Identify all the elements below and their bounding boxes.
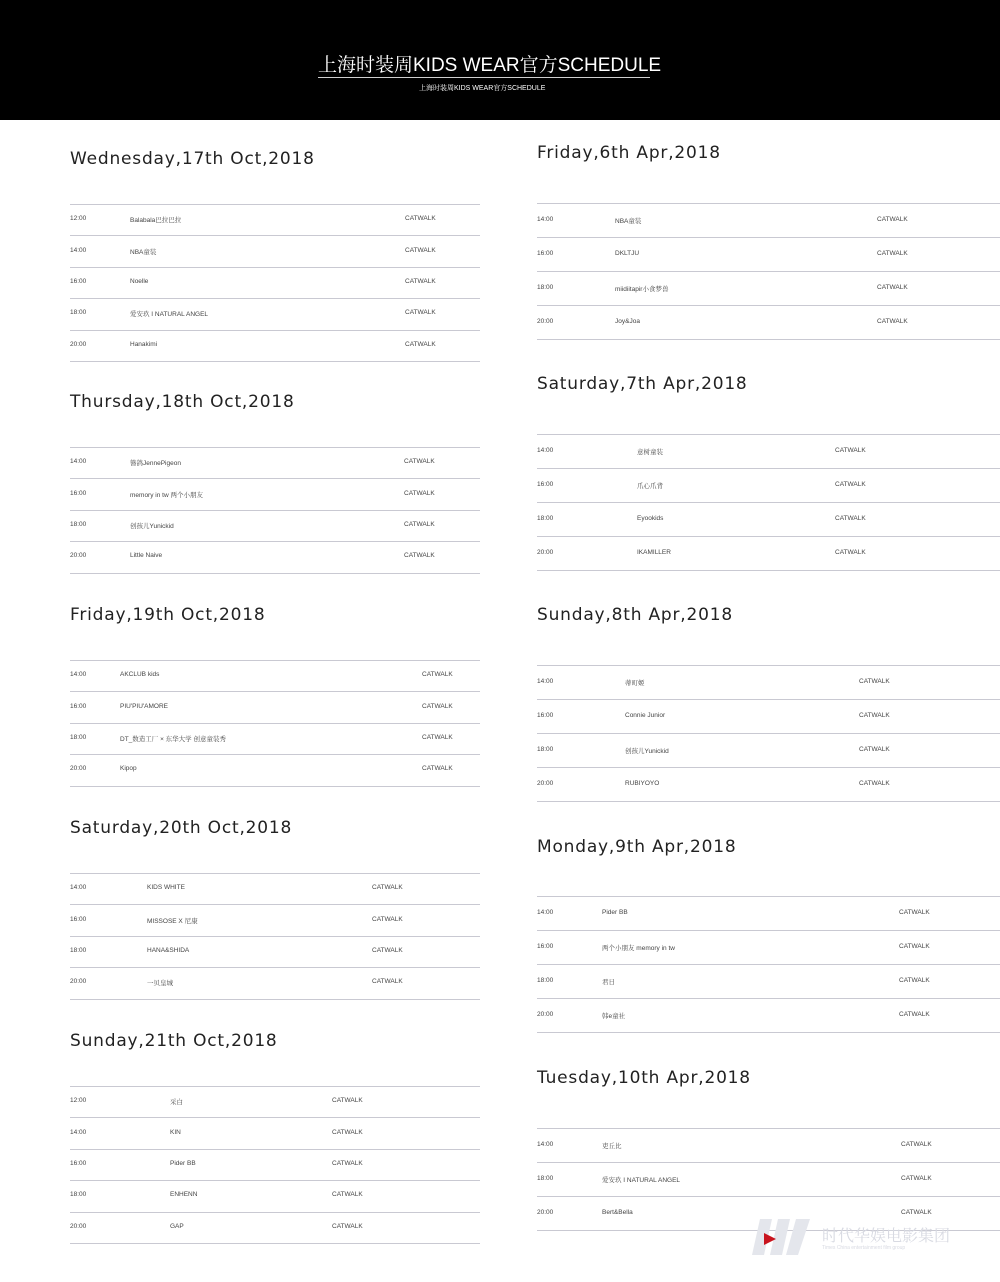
brand-cell: 一贝皇城 <box>147 980 173 988</box>
table-row <box>70 330 480 362</box>
type-cell: CATWALK <box>404 458 435 466</box>
type-cell: CATWALK <box>404 489 435 497</box>
type-cell: CATWALK <box>404 552 435 560</box>
type-cell: CATWALK <box>422 702 453 710</box>
time-cell: 12:00 <box>70 215 87 223</box>
brand-cell: Bert&Bella <box>602 1208 633 1216</box>
type-cell: CATWALK <box>877 283 908 291</box>
schedule-table <box>70 1086 480 1244</box>
schedule-table <box>70 873 480 1000</box>
type-cell: CATWALK <box>859 779 890 787</box>
table-row <box>537 733 1000 767</box>
table-row <box>537 305 1000 340</box>
type-cell: CATWALK <box>835 446 866 454</box>
table-row <box>537 536 1000 571</box>
time-cell: 20:00 <box>70 340 87 348</box>
type-cell: CATWALK <box>372 915 403 923</box>
schedule-table <box>537 434 1000 571</box>
type-cell: CATWALK <box>422 671 453 679</box>
brand-cell: Hanakimi <box>130 340 158 348</box>
brand-cell: Joy&Joa <box>615 317 640 325</box>
time-cell: 18:00 <box>70 309 87 317</box>
table-row <box>537 1128 1000 1162</box>
table-row <box>537 434 1000 468</box>
time-cell: 18:00 <box>537 514 554 522</box>
type-cell: CATWALK <box>899 976 930 984</box>
type-cell: CATWALK <box>405 215 436 223</box>
brand-cell: 爱安玖 I NATURAL ANGEL <box>602 1176 681 1184</box>
type-cell: CATWALK <box>899 1010 930 1018</box>
time-cell: 20:00 <box>537 317 554 325</box>
brand-cell: NBA童装 <box>615 217 642 225</box>
brand-cell: GAP <box>170 1222 184 1230</box>
time-cell: 20:00 <box>70 1222 87 1230</box>
brand-cell: KIN <box>170 1128 181 1136</box>
table-row <box>70 873 480 904</box>
type-cell: CATWALK <box>422 765 453 773</box>
type-cell: CATWALK <box>372 884 403 892</box>
type-cell: CATWALK <box>859 677 890 685</box>
table-row <box>70 754 480 786</box>
day-title: Sunday,8th Apr,2018 <box>537 605 733 625</box>
type-cell: CATWALK <box>877 249 908 257</box>
time-cell: 14:00 <box>537 1140 554 1148</box>
table-row <box>70 510 480 541</box>
type-cell: CATWALK <box>405 340 436 348</box>
time-cell: 16:00 <box>70 702 87 710</box>
type-cell: CATWALK <box>901 1174 932 1182</box>
time-cell: 14:00 <box>70 458 87 466</box>
time-cell: 20:00 <box>537 779 554 787</box>
brand-cell: Eyookids <box>637 514 664 522</box>
table-row <box>70 1149 480 1180</box>
type-cell: CATWALK <box>877 215 908 223</box>
time-cell: 16:00 <box>70 1159 87 1167</box>
day-title: Friday,19th Oct,2018 <box>70 605 266 625</box>
table-row <box>70 235 480 266</box>
time-cell: 16:00 <box>537 942 554 950</box>
brand-cell: IKAMILLER <box>637 548 671 556</box>
watermark-subtext: Times China entertainment film group <box>822 1245 906 1251</box>
type-cell: CATWALK <box>332 1128 363 1136</box>
brand-cell: RUBIYOYO <box>625 779 660 787</box>
time-cell: 14:00 <box>537 677 554 685</box>
brand-cell: miidiitapir小食梦兽 <box>615 285 669 293</box>
brand-cell: ENHENN <box>170 1191 198 1199</box>
type-cell: CATWALK <box>405 277 436 285</box>
time-cell: 18:00 <box>537 745 554 753</box>
brand-cell: AKCLUB kids <box>120 671 160 679</box>
table-row <box>537 665 1000 699</box>
table-row <box>70 298 480 329</box>
table-row <box>70 1180 480 1211</box>
type-cell: CATWALK <box>422 733 453 741</box>
table-row <box>537 1162 1000 1196</box>
header-title: 上海时装周KIDS WEAR官方SCHEDULE <box>318 55 662 76</box>
brand-cell: 意树童装 <box>637 448 663 456</box>
table-row <box>70 691 480 722</box>
brand-cell: NBA童装 <box>130 248 157 256</box>
time-cell: 16:00 <box>537 249 554 257</box>
table-row <box>70 1086 480 1117</box>
brand-cell: 吏丘比 <box>602 1142 622 1150</box>
schedule-table <box>70 204 480 362</box>
type-cell: CATWALK <box>899 942 930 950</box>
day-title: Monday,9th Apr,2018 <box>537 837 737 857</box>
brand-cell: Connie Junior <box>625 711 666 719</box>
type-cell: CATWALK <box>405 309 436 317</box>
brand-cell: Little Naive <box>130 552 163 560</box>
time-cell: 14:00 <box>70 1128 87 1136</box>
header-underline <box>318 77 650 78</box>
table-row <box>537 502 1000 536</box>
schedule-table <box>70 660 480 787</box>
brand-cell: 君日 <box>602 978 615 986</box>
time-cell: 14:00 <box>70 884 87 892</box>
time-cell: 18:00 <box>537 976 554 984</box>
day-title: Sunday,21th Oct,2018 <box>70 1031 278 1051</box>
type-cell: CATWALK <box>332 1159 363 1167</box>
table-row <box>70 660 480 691</box>
table-row <box>70 936 480 967</box>
table-row <box>537 896 1000 930</box>
table-row <box>70 723 480 754</box>
time-cell: 16:00 <box>70 915 87 923</box>
watermark-text: 时代华娱电影集团 <box>822 1226 951 1245</box>
time-cell: 16:00 <box>70 489 87 497</box>
time-cell: 20:00 <box>537 548 554 556</box>
type-cell: CATWALK <box>332 1222 363 1230</box>
brand-cell: HANA&SHIDA <box>147 946 190 954</box>
table-row <box>537 998 1000 1033</box>
brand-cell: MISSOSE X 尼康 <box>147 917 198 925</box>
brand-cell: Noelle <box>130 277 149 285</box>
type-cell: CATWALK <box>405 246 436 254</box>
header-subtitle: 上海时装周KIDS WEAR官方SCHEDULE <box>419 85 546 92</box>
brand-cell: 爱安玖 I NATURAL ANGEL <box>130 311 209 319</box>
brand-cell: Pider BB <box>602 908 628 916</box>
schedule-table <box>537 203 1000 340</box>
brand-cell: 创孩儿Yunickid <box>130 522 174 530</box>
type-cell: CATWALK <box>901 1140 932 1148</box>
schedule-table <box>70 447 480 574</box>
type-cell: CATWALK <box>372 978 403 986</box>
type-cell: CATWALK <box>835 548 866 556</box>
time-cell: 14:00 <box>537 446 554 454</box>
table-row <box>70 904 480 935</box>
time-cell: 12:00 <box>70 1097 87 1105</box>
table-row <box>70 541 480 573</box>
time-cell: 14:00 <box>537 908 554 916</box>
time-cell: 18:00 <box>537 283 554 291</box>
time-cell: 14:00 <box>537 215 554 223</box>
schedule-table <box>537 665 1000 802</box>
brand-cell: Pider BB <box>170 1159 196 1167</box>
table-row <box>537 767 1000 802</box>
table-row <box>537 237 1000 271</box>
type-cell: CATWALK <box>332 1097 363 1105</box>
type-cell: CATWALK <box>372 946 403 954</box>
brand-cell: PIU'PIU'AMORE <box>120 702 168 710</box>
time-cell: 14:00 <box>70 246 87 254</box>
type-cell: CATWALK <box>332 1191 363 1199</box>
day-title: Saturday,7th Apr,2018 <box>537 374 748 394</box>
time-cell: 20:00 <box>70 552 87 560</box>
brand-cell: 采白 <box>170 1099 183 1107</box>
time-cell: 18:00 <box>70 520 87 528</box>
table-row <box>70 447 480 478</box>
table-row <box>70 1117 480 1148</box>
brand-cell: DKLTJU <box>615 249 640 257</box>
brand-cell: Balabala巴拉巴拉 <box>130 217 182 225</box>
time-cell: 18:00 <box>537 1174 554 1182</box>
table-row <box>537 699 1000 733</box>
type-cell: CATWALK <box>835 480 866 488</box>
brand-cell: 韩e童社 <box>602 1012 626 1020</box>
type-cell: CATWALK <box>877 317 908 325</box>
brand-cell: 爪心爪背 <box>637 482 663 490</box>
time-cell: 16:00 <box>70 277 87 285</box>
time-cell: 20:00 <box>537 1208 554 1216</box>
schedule-table <box>537 896 1000 1033</box>
brand-cell: DT_数造工厂 × 东华大学 创意童装秀 <box>120 735 226 743</box>
table-row <box>70 967 480 999</box>
brand-cell: memory in tw 两个小朋友 <box>130 491 203 499</box>
page-header <box>0 0 1000 120</box>
time-cell: 18:00 <box>70 946 87 954</box>
brand-cell: KIDS WHITE <box>147 884 185 892</box>
time-cell: 20:00 <box>70 765 87 773</box>
brand-cell: Kipop <box>120 765 137 773</box>
time-cell: 14:00 <box>70 671 87 679</box>
type-cell: CATWALK <box>835 514 866 522</box>
table-row <box>537 964 1000 998</box>
time-cell: 20:00 <box>537 1010 554 1018</box>
day-title: Tuesday,10th Apr,2018 <box>537 1068 751 1088</box>
table-row <box>537 271 1000 305</box>
time-cell: 20:00 <box>70 978 87 986</box>
table-row <box>537 930 1000 964</box>
table-row <box>70 1212 480 1244</box>
day-title: Friday,6th Apr,2018 <box>537 143 721 163</box>
brand-cell: 蒂町姬 <box>625 679 645 687</box>
brand-cell: 两个小朋友 memory in tw <box>602 944 675 952</box>
watermark-logo-icon <box>748 1215 818 1263</box>
table-row <box>70 204 480 235</box>
day-title: Wednesday,17th Oct,2018 <box>70 149 315 169</box>
type-cell: CATWALK <box>901 1208 932 1216</box>
type-cell: CATWALK <box>899 908 930 916</box>
time-cell: 16:00 <box>537 711 554 719</box>
table-row <box>537 468 1000 502</box>
time-cell: 18:00 <box>70 733 87 741</box>
brand-cell: 创孩儿Yunickid <box>625 747 669 755</box>
type-cell: CATWALK <box>859 711 890 719</box>
type-cell: CATWALK <box>404 520 435 528</box>
day-title: Saturday,20th Oct,2018 <box>70 818 293 838</box>
table-row <box>70 478 480 509</box>
brand-cell: 簪鸽JennePigeon <box>130 460 181 468</box>
time-cell: 16:00 <box>537 480 554 488</box>
time-cell: 18:00 <box>70 1191 87 1199</box>
table-row <box>537 203 1000 237</box>
table-row <box>70 267 480 298</box>
type-cell: CATWALK <box>859 745 890 753</box>
day-title: Thursday,18th Oct,2018 <box>70 392 295 412</box>
